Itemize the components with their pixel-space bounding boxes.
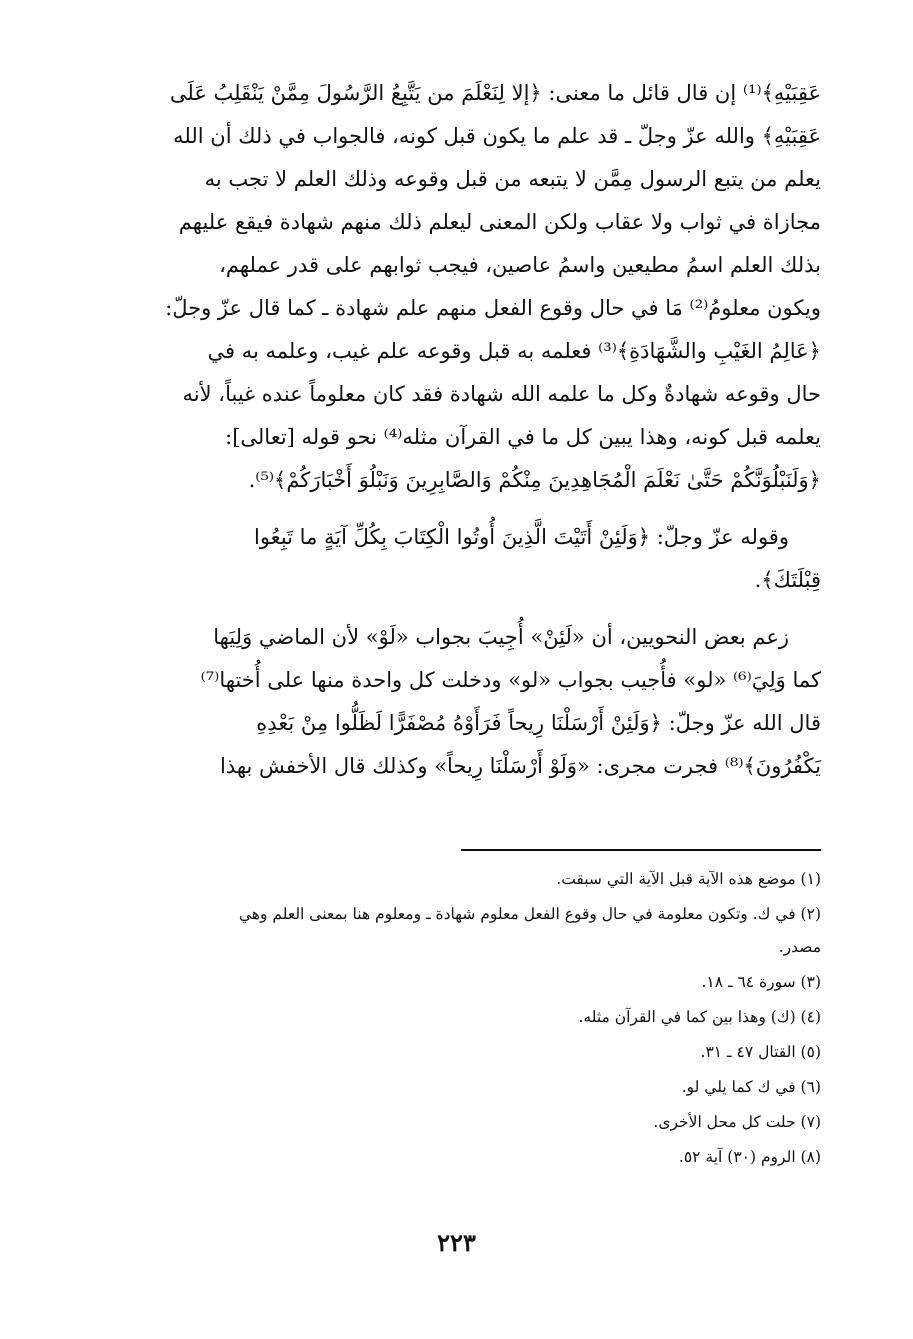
- footnote-divider: [461, 849, 821, 851]
- text-line: بذلك العلم اسمُ مطيعين واسمُ عاصين، فيجب ثوابهم على قدر عملهم،: [219, 253, 821, 277]
- footnote-continuation: مصدر.: [778, 938, 821, 956]
- text-line: وقوله عزّ وجلّ: ﴿وَلَئِنْ أَتَيْتَ الَّذِينَ أُوتُوا الْكِتَابَ بِكُلِّ آيَةٍ ما تَبِعُوا: [254, 525, 789, 549]
- text-line: قال الله عزّ وجلّ: ﴿وَلَئِنْ أَرْسَلْنَا رِيحاً فَرَأَوْهُ مُصْفَرًّا لَظَلُّوا مِنْ بَعْدِهِ: [256, 711, 821, 735]
- main-text: [91, 72, 821, 788]
- text-line: ﴿وَلَنَبْلُوَنَّكُمْ حَتَّىٰ نَعْلَمَ الْمُجَاهِدِينَ مِنْكُمْ وَالصَّابِرِينَ وَنَبْلُوَ أَخْبَارَكُمْ﴾⁽⁵⁾.: [248, 468, 821, 492]
- text-line: ويكون معلومُ⁽²⁾ مَا في حال وقوع الفعل منهم علم شهادة ـ كما قال عزّ وجلّ:: [165, 296, 821, 320]
- footnote: (٢) في ك. وتكون معلومة في حال وقوع الفعل معلوم شهادة ـ ومعلوم هنا بمعنى العلم وهي: [238, 905, 821, 923]
- text-line: حال وقوعه شهادةٌ وكل ما علمه الله شهادة فقد كان معلوماً عنده غيباً، لأنه: [182, 382, 821, 406]
- text-line: مجازاة في ثواب ولا عقاب ولكن المعنى ليعلم ذلك منهم شهادة فيقع عليهم: [178, 210, 821, 234]
- footnotes: [91, 864, 821, 1177]
- text-line: قِبْلَتَكَ﴾.: [754, 568, 821, 592]
- footnote: (١) موضع هذه الآية قبل الآية التي سبقت.: [556, 870, 821, 888]
- text-line: يعلم من يتبع الرسول مِمَّن لا يتبعه من قبل وقوعه وذلك العلم لا تجب به: [204, 167, 821, 191]
- text-line: ﴿عَالِمُ الغَيْبِ والشَّهَادَةِ﴾⁽³⁾ فعلمه به قبل وقوعه علم غيب، وعلمه به في: [207, 339, 821, 363]
- text-line: عَقِبَيْهِ﴾⁽¹⁾ إن قال قائل ما معنى: ﴿إلا لِنَعْلَمَ من يَتَّبِعُ الرَّسُولَ مِمَّنْ يَنْقَلِبُ عَلَى: [169, 81, 821, 105]
- text-line: كما وَلِيَ⁽⁶⁾ «لو» فأُجيب بجواب «لو» ودخلت كل واحدة منها على أُختها⁽⁷⁾: [200, 668, 821, 692]
- text-line: زعم بعض النحويين، أن «لَئِنْ» أُجِيبَ بجواب «لَوْ» لأن الماضي وَلِيَها: [213, 625, 789, 649]
- text-line: يعلمه قبل كونه، وهذا يبين كل ما في القرآن مثله⁽⁴⁾ نحو قوله [تعالى]:: [225, 425, 821, 449]
- footnote: (٨) الروم (٣٠) آية ٥٢.: [678, 1148, 821, 1166]
- footnote: (٧) حلت كل محل الأخرى.: [653, 1113, 821, 1131]
- footnote: (٣) سورة ٦٤ ـ ١٨.: [701, 973, 821, 991]
- footnote: (٦) في ك كما يلي لو.: [681, 1078, 821, 1096]
- page-number: ٢٢٣: [437, 1228, 476, 1257]
- text-line: عَقِبَيْهِ﴾ والله عزّ وجلّ ـ قد علم ما يكون قبل كونه، فالجواب في ذلك أن الله: [173, 124, 821, 148]
- text-line: يَكْفُرُونَ﴾⁽⁸⁾ فجرت مجرى: «وَلَوْ أَرْسَلْنَا رِيحاً» وكذلك قال الأخفش بهذا: [219, 754, 821, 778]
- footnote: (٤) (ك) وهذا بين كما في القرآن مثله.: [578, 1008, 821, 1026]
- footnote: (٥) القتال ٤٧ ـ ٣١.: [700, 1043, 821, 1061]
